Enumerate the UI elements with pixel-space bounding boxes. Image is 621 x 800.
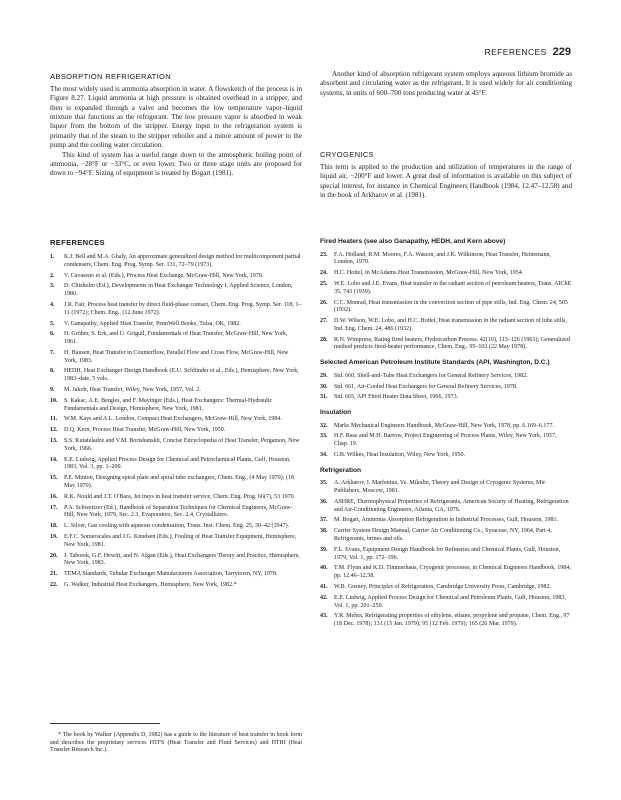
reference-item <box>320 384 572 392</box>
footnote-rule <box>50 723 160 724</box>
cryogenics-section <box>320 150 572 200</box>
insulation-heading: Insulation <box>320 409 352 417</box>
reference-number: 10. <box>50 397 58 404</box>
reference-item <box>320 270 572 278</box>
reference-item <box>50 302 302 317</box>
reference-item <box>320 318 572 333</box>
running-head <box>485 46 571 58</box>
reference-number: 18. <box>50 523 58 530</box>
reference-number: 15. <box>50 475 58 482</box>
reference-number: 6. <box>50 331 55 338</box>
reference-text: V. Cavaseno et al. (Eds.), Process Heat Exchange, McGraw-Hill, New York, 1979. <box>64 272 264 279</box>
reference-number: 23. <box>320 251 328 258</box>
reference-number: 1. <box>50 254 55 260</box>
reference-text: C.C. Monrad, Heat transmission in the convection section of pipe stills, Ind. Eng. Chem. 24, 505 (1932). <box>334 299 568 314</box>
reference-item <box>320 517 572 525</box>
reference-item <box>320 423 572 431</box>
reference-text: A. Arkharov, I. Marfenina, Ye. Mikulin, Theory and Design of Cryogenic Systems, Mir Publishers, Moscow, 1981. <box>334 480 546 495</box>
reference-number: 34. <box>320 452 328 459</box>
reference-item <box>320 480 572 495</box>
reference-text: Std. 665, API Fired Heater Data Sheet, 1966, 1973. <box>334 394 459 401</box>
reference-text: F.L. Evans, Equipment Design Handbook for Refineries and Chemical Plants, Gulf, Houston, 1979, Vol. 1, pp. 172–196. <box>334 546 561 561</box>
reference-number: 39. <box>320 546 328 553</box>
reference-item <box>50 457 302 472</box>
reference-item <box>50 427 302 435</box>
reference-number: 35. <box>320 480 328 487</box>
insulation-list <box>320 423 572 460</box>
reference-number: 17. <box>50 504 58 511</box>
reference-text: H.C. Hottel, in McAdams Heat Transmission, McGraw-Hill, New York, 1954. <box>334 270 524 277</box>
reference-item <box>320 499 572 514</box>
reference-item <box>50 553 302 568</box>
reference-text: TEMA Standards, Tubular Exchanger Manufacturers Association, Tarrytown, NY, 1978. <box>64 571 278 578</box>
reference-item <box>50 273 302 281</box>
reference-text: M. Bogart, Ammonia Absorption Refrigeration in Industrial Processes, Gulf, Houston, 1981. <box>334 517 559 524</box>
reference-item <box>50 582 302 590</box>
absorption-paragraph-1: The most widely used is ammonia absorption in water. A flowsketch of the process is in Figure 8.27. Liquid ammonia at high pressure is obtained overhead in a stripper, and then is expanded through a valve and becomes the low temperature vapor–liquid mixture that functions as the refrigerant. The low pressure vapor is absorbed in weak liquor from the bottom of the stripper. Energy input to the refrigeration system is primarily that of the steam to the stripper reboiler and a minor amount of power to the pump and the cooling water circulation. <box>50 85 302 150</box>
reference-item <box>50 475 302 490</box>
absorption-paragraph-2: This kind of system has a useful range down to the atmospheric boiling point of ammonia, −28°F or −33°C, or even lower. Two or three stage units are proposed for down to −94°F. Sizing of equipment is treated by Bogart (1981). <box>50 150 302 178</box>
reference-item <box>50 387 302 395</box>
reference-text: H. Hausen, Heat Transfer in Counterflow, Parallel Flow and Cross Flow, McGraw-Hill, New York, 1983. <box>64 349 289 364</box>
reference-number: 38. <box>320 528 328 535</box>
reference-item <box>50 254 302 269</box>
reference-text: ASHRE, Thermophysical Properties of Refrigerants, American Society of Heating, Refrigeration and Air-Conditioning Engineers, Atlanta, GA, 1976. <box>334 498 569 513</box>
references-right-column <box>320 238 572 632</box>
reference-item <box>50 438 302 453</box>
reference-text: E.E. Ludwig, Applied Process Design for Chemical and Petrochemical Plants, Gulf, Houston, 1983, Vol. 3, pp. 1–200. <box>64 456 291 471</box>
reference-text: J.R. Fair, Process heat transfer by direct fluid-phase contact, Chem. Eng. Prog. Symp. Ser. 118, 1–11 (1972); Chem. Eng., (12 June 1972). <box>64 301 302 316</box>
references-left-column <box>50 238 302 593</box>
reference-text: Marks Mechanical Engineers Handbook, McGraw-Hill, New York, 1978, pp. 6.169–6.177. <box>334 422 555 429</box>
reference-item <box>320 337 572 352</box>
reference-number: 26. <box>320 299 328 306</box>
reference-text: P.A. Schweitzer (Ed.), Handbook of Separation Techniques for Chemical Engineers, McGraw-Hill, New York, 1979, Sec. 2.3, Evaporators, Sec. 2.4, Crystallizers. <box>64 504 293 519</box>
reference-number: 12. <box>50 427 58 434</box>
reference-number: 20. <box>50 552 58 559</box>
reference-text: S. Kakac, A.E. Bergles, and F. Mayinger (Eds.), Heat Exchangers: Thermal-Hydraulic Fundamentals and Design, Hemisphere, New York, 1981. <box>64 397 273 412</box>
reference-item <box>320 394 572 402</box>
lithium-bromide-section <box>320 70 572 98</box>
reference-text: R.N. Wimpress, Rating fired heaters, Hydrocarbon Process. 42(10), 115–126 (1963); Generalized method predicts fired-heater performance, Chem. Eng., 95–102 (22 May 1978). <box>334 336 570 351</box>
footnote: * The book by Walker (Appendix D, 1982) has a guide to the literature of heat transfer in book form and describes the proprietary services HTFS (Heat Transfer and Fluid Services) and HTRI (Heat Transfer Research Inc.). <box>50 732 302 754</box>
reference-number: 13. <box>50 438 58 445</box>
reference-text: H. Gröber, S. Erk, and U. Grigull, Fundamentals of Heat Transfer, McGraw-Hill, New York, 1961. <box>64 331 288 346</box>
refrigeration-heading: Refrigeration <box>320 466 362 474</box>
reference-text: P.E. Minton, Designing spiral plate and spiral tube exchangers, Chem. Eng., (4 May 1970); (18 May 1970). <box>64 475 294 489</box>
reference-item <box>50 283 302 298</box>
reference-text: E.F.C. Somerscales and J.G. Knudsen (Eds.), Fouling of Heat Transfer Equipment, Hemisphere, New York, 1981. <box>64 533 297 548</box>
reference-item <box>50 534 302 549</box>
reference-item <box>320 613 572 628</box>
reference-number: 11. <box>50 416 58 423</box>
reference-item <box>320 547 572 562</box>
reference-text: W.B. Gosney, Principles of Refrigeration, Cambridge University Press, Cambridge, 1982. <box>334 583 552 590</box>
reference-number: 3. <box>50 283 55 290</box>
reference-number: 43. <box>320 613 328 620</box>
reference-item <box>320 452 572 460</box>
reference-number: 36. <box>320 498 328 505</box>
reference-text: K.J. Bell and M.A. Ghaly, An approximate generalized design method for multicomponent partial condensers, Chem. Eng. Prog. Symp. Ser. 131, 72–79 (1973). <box>64 254 301 268</box>
reference-text: H.F. Rase and M.H. Barrow, Project Engineering of Process Plants, Wiley, New York, 1957, Chap. 19. <box>334 433 557 448</box>
reference-item <box>50 368 302 383</box>
reference-number: 14. <box>50 456 58 463</box>
reference-text: R.K. Nould and J.T. O'Bara, Jet trays in heat transfer service, Chem. Eng. Prog. 66(7), 53 1970. <box>64 493 296 500</box>
fired-heaters-heading: Fired Heaters (see also Ganapathy, HEDH, and Kern above) <box>320 238 506 245</box>
reference-text: Carrier System Design Manual, Carrier Air Conditioning Co., Syracuse, NY, 1964, Part 4, Refrigerants, brines and oils. <box>334 528 552 542</box>
reference-number: 30. <box>320 383 328 390</box>
reference-text: F.A. Holland, R.M. Moores, F.A. Watson, and J.K. Wilkinson, Heat Transfer, Heinemann, London, 1970. <box>334 251 552 266</box>
reference-number: 42. <box>320 594 328 601</box>
reference-text: D.W. Wilson, W.E. Lobo, and H.C. Hottel, Heat transmission in the radiant section of tube stills, Ind. Eng. Chem. 24, 486 (1932). <box>334 318 568 332</box>
reference-item <box>320 528 572 543</box>
reference-number: 33. <box>320 433 328 440</box>
reference-number: 22. <box>50 581 58 588</box>
reference-number: 5. <box>50 320 55 327</box>
reference-text: G. Walker, Industrial Heat Exchangers, Hemisphere, New York, 1982.* <box>64 581 237 588</box>
reference-number: 2. <box>50 272 55 279</box>
reference-item <box>320 300 572 315</box>
reference-number: 40. <box>320 565 328 572</box>
running-head-section: REFERENCES <box>484 47 547 57</box>
reference-text: M. Jakob, Heat Transfer, Wiley, New York, 1957, Vol. 2. <box>64 387 201 394</box>
absorption-heading: ABSORPTION REFRIGERATION <box>50 72 171 81</box>
reference-item <box>50 523 302 531</box>
reference-number: 16. <box>50 493 58 500</box>
reference-number: 28. <box>320 336 328 343</box>
references-list <box>50 254 302 590</box>
reference-number: 19. <box>50 533 58 540</box>
absorption-section <box>50 72 302 179</box>
reference-text: V. Ganapathy, Applied Heat Transfer, PennWell Books, Tulsa, OK, 1982. <box>64 320 241 327</box>
reference-number: 31. <box>320 394 328 401</box>
reference-text: G.B. Wilkes, Heat Insulation, Wiley, New York, 1950. <box>334 452 466 459</box>
reference-text: W.M. Kays and A.L. London, Compact Heat Exchangers, McGraw-Hill, New York, 1984. <box>64 416 282 423</box>
reference-text: Y.R. Mehra, Refrigerating properties of ethylene, ethane, propylene and propane, Chem. Eng., 97 (18 Dec. 1978); 131 (15 Jan. 1979); 95 (12 Feb. 1979); 165 (26 Mar. 1979). <box>334 613 570 628</box>
cryogenics-heading: CRYOGENICS <box>320 150 374 159</box>
references-heading: REFERENCES <box>50 238 105 247</box>
reference-text: Std. 660, Shell-and-Tube Heat Exchangers for General Refinery Services, 1982. <box>334 372 528 379</box>
reference-number: 8. <box>50 368 55 375</box>
reference-number: 29. <box>320 372 328 379</box>
reference-text: HEDH, Heat Exchanger Design Handbook (E.U. Schlünder et al., Eds.), Hemisphere, New York, 1983–date, 5 vols. <box>64 368 299 383</box>
reference-item <box>320 373 572 381</box>
reference-item <box>320 281 572 296</box>
api-standards-heading: Selected American Petroleum Institute Standards (API, Washington, D.C.) <box>320 359 550 367</box>
cryogenics-paragraph: This term is applied to the production and utilization of temperatures in the range of liquid air, −200°F and lower. A great deal of information is available on this subject of special interest, for instance in Chemical Engineers Handbook (1984, 12.47–12.58) and in the book of Arkharov et al. (1981). <box>320 163 572 200</box>
reference-item <box>320 252 572 267</box>
reference-item <box>320 433 572 448</box>
reference-text: D.Q. Kern, Process Heat Transfer, McGraw-Hill, New York, 1950. <box>64 427 226 434</box>
reference-number: 9. <box>50 387 55 394</box>
reference-text: T.M. Flynn and K.D. Timmerhaus, Cryogenic processes, in Chemical Engineers Handbook, 1984, pp. 12.46–12.58. <box>334 565 571 580</box>
reference-number: 7. <box>50 349 55 356</box>
reference-number: 32. <box>320 422 328 429</box>
reference-text: L. Silver, Gas cooling with aqueous condensation, Trans. Inst. Chem. Eng. 25, 30–42 (1947). <box>64 523 290 530</box>
refrigeration-list <box>320 480 572 629</box>
reference-text: W.E. Lobo and J.E. Evans, Heat transfer in the radiant section of petroleum heaters, Trans. AIChE 35, 743 (1939). <box>334 280 572 295</box>
page-number: 229 <box>552 46 571 58</box>
reference-item <box>50 331 302 346</box>
reference-text: Std. 661, Air-Cooled Heat Exchangers for General Refinery Services, 1978. <box>334 383 518 390</box>
api-standards-list <box>320 373 572 402</box>
reference-item <box>50 416 302 424</box>
reference-item <box>50 398 302 413</box>
reference-item <box>50 505 302 520</box>
lithium-bromide-paragraph: Another kind of absorption refrigerant system employs aqueous lithium bromide as absorbent and circulating water as the refrigerant. It is used widely for air conditioning systems, in units of 600–700 tons producing water at 45°F. <box>320 70 572 97</box>
reference-text: S.S. Kutateladze and V.M. Borishanskii, Concise Encyclopedia of Heat Transfer, Pergamon, New York, 1966. <box>64 438 300 452</box>
reference-number: 4. <box>50 301 55 308</box>
fired-heaters-list <box>320 252 572 353</box>
reference-item <box>50 350 302 365</box>
reference-item <box>320 584 572 592</box>
reference-text: E.E. Ludwig, Applied Process Design for Chemical and Petroleum Plants, Gulf, Houston, 1983, Vol. 1, pp. 201–250. <box>334 594 566 609</box>
reference-item <box>320 595 572 610</box>
reference-number: 21. <box>50 571 58 578</box>
reference-item <box>50 494 302 502</box>
reference-text: J. Taborek, G.F. Hewitt, and N. Afgan (Eds.), Heat Exchangers Theory and Practice, Hemisphere, New York, 1983. <box>64 552 300 567</box>
reference-number: 41. <box>320 583 328 590</box>
reference-number: 25. <box>320 280 328 287</box>
reference-item <box>320 565 572 580</box>
reference-number: 37. <box>320 517 328 524</box>
reference-number: 27. <box>320 318 328 325</box>
reference-item <box>50 571 302 579</box>
reference-item <box>50 321 302 329</box>
reference-number: 24. <box>320 270 328 277</box>
reference-text: D. Chisholm (Ed.), Developments in Heat Exchanger Technology I, Applied Science, London, 1980. <box>64 283 293 298</box>
